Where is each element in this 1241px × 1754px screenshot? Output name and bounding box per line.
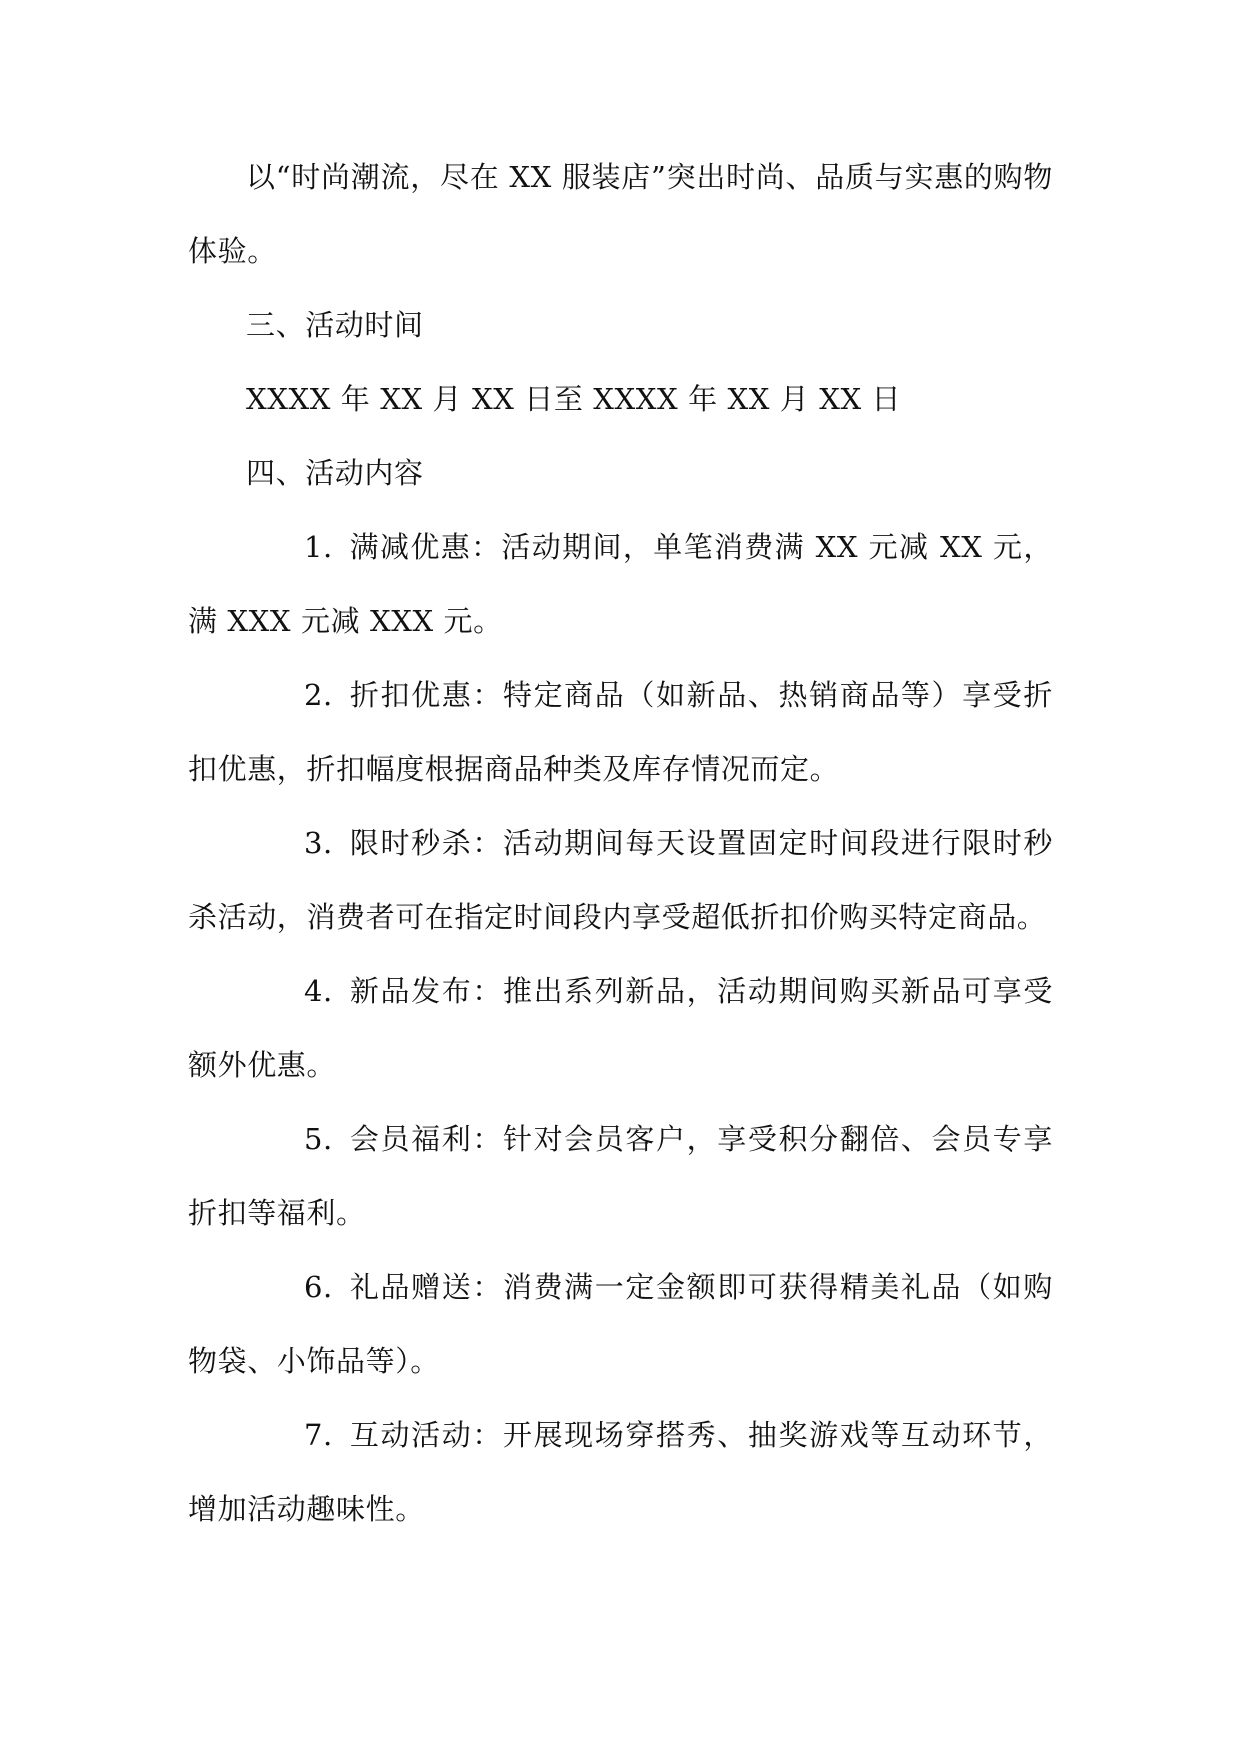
list-item (188, 1250, 1053, 1398)
list-item-number: 1. (304, 530, 333, 564)
list-item-number: 7. (304, 1418, 333, 1452)
list-item (188, 954, 1053, 1102)
list-item (188, 510, 1053, 658)
paragraph-slogan: 以“时尚潮流，尽在 XX 服装店”突出时尚、品质与实惠的购物体验。 (188, 160, 1053, 268)
list-item-text: 折扣优惠：特定商品（如新品、热销商品等）享受折扣优惠，折扣幅度根据商品种类及库存情况而定。 (188, 678, 1053, 786)
list-item-text: 会员福利：针对会员客户，享受积分翻倍、会员专享折扣等福利。 (188, 1122, 1053, 1230)
list-item-text: 新品发布：推出系列新品，活动期间购买新品可享受额外优惠。 (188, 974, 1053, 1082)
list-item-number: 2. (304, 678, 333, 712)
list-item-number: 3. (304, 826, 333, 860)
heading-activity-time: 三、活动时间 (246, 308, 424, 342)
list-item-text: 互动活动：开展现场穿搭秀、抽奖游戏等互动环节，增加活动趣味性。 (188, 1418, 1053, 1526)
paragraph-date-range: XXXX 年 XX 月 XX 日至 XXXX 年 XX 月 XX 日 (246, 382, 902, 416)
list-item-text: 礼品赠送：消费满一定金额即可获得精美礼品（如购物袋、小饰品等）。 (188, 1270, 1053, 1378)
list-item-number: 4. (304, 974, 333, 1008)
list-item-text: 限时秒杀：活动期间每天设置固定时间段进行限时秒杀活动，消费者可在指定时间段内享受超低折扣价购买特定商品。 (188, 826, 1053, 934)
list-item-text: 满减优惠：活动期间，单笔消费满 XX 元减 XX 元，满 XXX 元减 XXX 元。 (188, 530, 1053, 638)
list-item (188, 658, 1053, 806)
list-item-number: 5. (304, 1122, 333, 1156)
document-body (188, 140, 1053, 1546)
list-item (188, 1102, 1053, 1250)
list-item (188, 1398, 1053, 1546)
list-item (188, 806, 1053, 954)
heading-activity-content: 四、活动内容 (246, 456, 424, 490)
list-item-number: 6. (304, 1270, 333, 1304)
